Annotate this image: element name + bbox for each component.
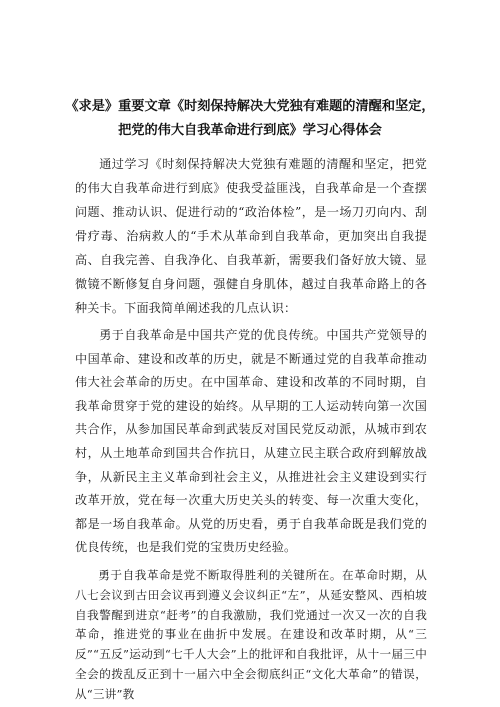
title-line-1: 《求是》重要文章《时刻保持解决大党独有难题的清醒和坚定， [65, 98, 435, 114]
document-title [50, 95, 450, 143]
paragraph-tradition: 勇于自我革命是中国共产党的优良传统。中国共产党领导的中国革命、建设和改革的历史，就是不断通过党的自我革命推动伟大社会革命的历史。在中国革命、建设和改革的不同时期，自我革命贯穿于党的建设的始终。从早期的工人运动转向第一次国共合作，从参加国民革命到武装反对国民党反动派，从城市到农村，从土地革命到国共合作抗日，从建立民主联合政府到解放战争，从新民主主义革命到社会主义，从推进社会主义建设到实行改革开放，党在每一次重大历史关头的转变、每一次重大变化，都是一场自我革命。从党的历史看，勇于自我革命既是我们党的优良传统，也是我们党的宝贵历史经验。 [75, 328, 427, 555]
title-line-2: 把党的伟大自我革命进行到底》学习心得体会 [118, 122, 382, 138]
document-body [75, 152, 427, 705]
paragraph-victory: 勇于自我革命是党不断取得胜利的关键所在。在革命时期，从八七会议到古田会议再到遵义会议纠正“左”，从延安整风、西柏坡自我警醒到进京“赶考”的自我激励，我们党通过一次又一次的自我革命，推进党的事业在曲折中发展。在建设和改革时期，从“三反”“五反”运动到“七千人大会”上的批评和自我批评，从十一届三中全会的拨乱反正到十一届六中全会彻底纠正“文化大革命”的错误，从“三讲”教 [75, 567, 427, 701]
paragraph-intro: 通过学习《时刻保持解决大党独有难题的清醒和坚定，把党的伟大自我革命进行到底》使我受益匪浅，自我革命是一个查摆问题、推动认识、促进行动的“政治体检”，是一场刀刃向内、刮骨疗毒、治病救人的“手术从革命到自我革命，更加突出自我提高、自我完善、自我净化、自我革新，需要我们备好放大镜、显微镜不断修复自身问题，强健自身肌体，越过自我革命路上的各种关卡。下面我简单阐述我的几点认识： [75, 157, 427, 315]
